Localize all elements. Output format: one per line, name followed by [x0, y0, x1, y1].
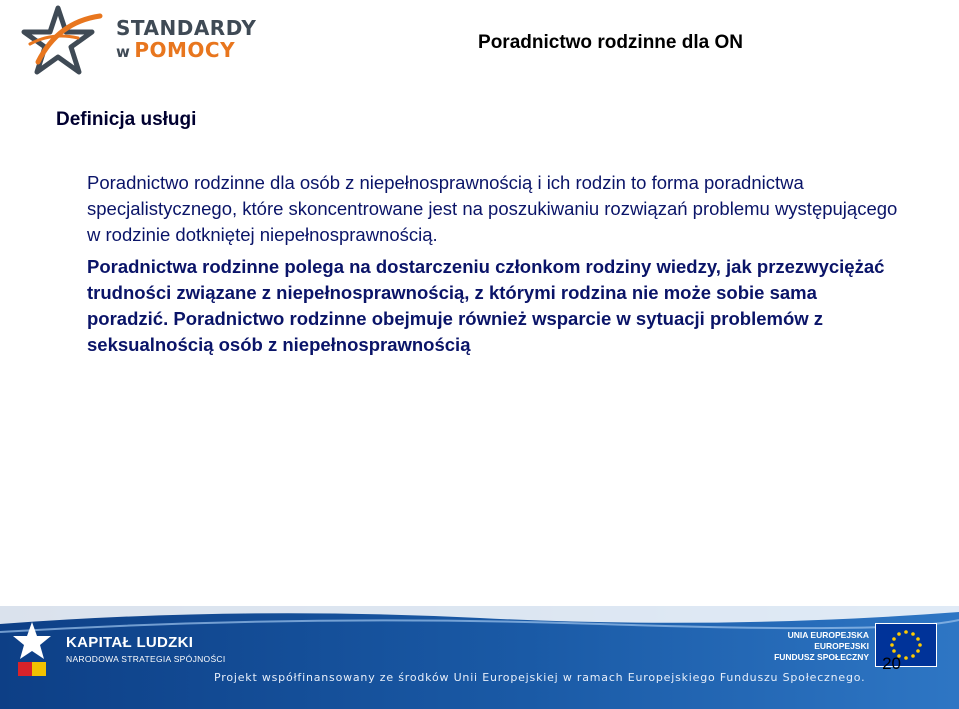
page-number: 20	[882, 654, 901, 673]
project-cofinancing-note: Projekt współfinansowany ze środków Unii Europejskiej w ramach Europejskiego Funduszu Społecznego.	[214, 671, 866, 684]
star-flag-logo-icon	[12, 618, 52, 678]
eu-label-line2: EUROPEJSKI	[814, 641, 869, 651]
program-title: KAPITAŁ LUDZKI	[66, 634, 194, 651]
eu-label-line3: FUNDUSZ SPOŁECZNY	[774, 652, 869, 662]
logo-text-pomocy-word: POMOCY	[134, 38, 236, 62]
section-heading: Definicja usługi	[56, 109, 197, 130]
page-title: Poradnictwo rodzinne dla ON	[478, 32, 743, 53]
logo-text-w: w	[116, 43, 131, 61]
program-subtitle: NARODOWA STRATEGIA SPÓJNOŚCI	[66, 654, 226, 664]
eu-fund-label	[774, 630, 869, 663]
paragraph-description: Poradnictwa rodzinne polega na dostarczeniu członkom rodziny wiedzy, jak przezwyciężać trudności związane z niepełnosprawnością, z którymi rodzina nie może sobie sama poradzić. Poradnictwo rodzinne obejmuje również wsparcie w sytuacji problemów z seksualnością osób z niepełnosprawnością	[87, 256, 885, 355]
logo-text-pomocy	[116, 38, 235, 62]
paragraph-definition: Poradnictwo rodzinne dla osób z niepełnosprawnością i ich rodzin to forma poradnictwa specjalistycznego, które skoncentrowane jest na poszukiwaniu rozwiązań problemu występującego w rodzinie dotkniętej niepełnosprawnością.	[87, 172, 898, 245]
logo-text-standardy: STANDARDY	[116, 16, 257, 40]
header	[0, 0, 959, 80]
standardy-w-pomocy-logo	[8, 2, 257, 78]
footer	[0, 606, 959, 709]
star-swirl-logo-icon	[8, 2, 108, 78]
body-text	[87, 170, 899, 364]
eu-label-line1: UNIA EUROPEJSKA	[787, 630, 869, 640]
